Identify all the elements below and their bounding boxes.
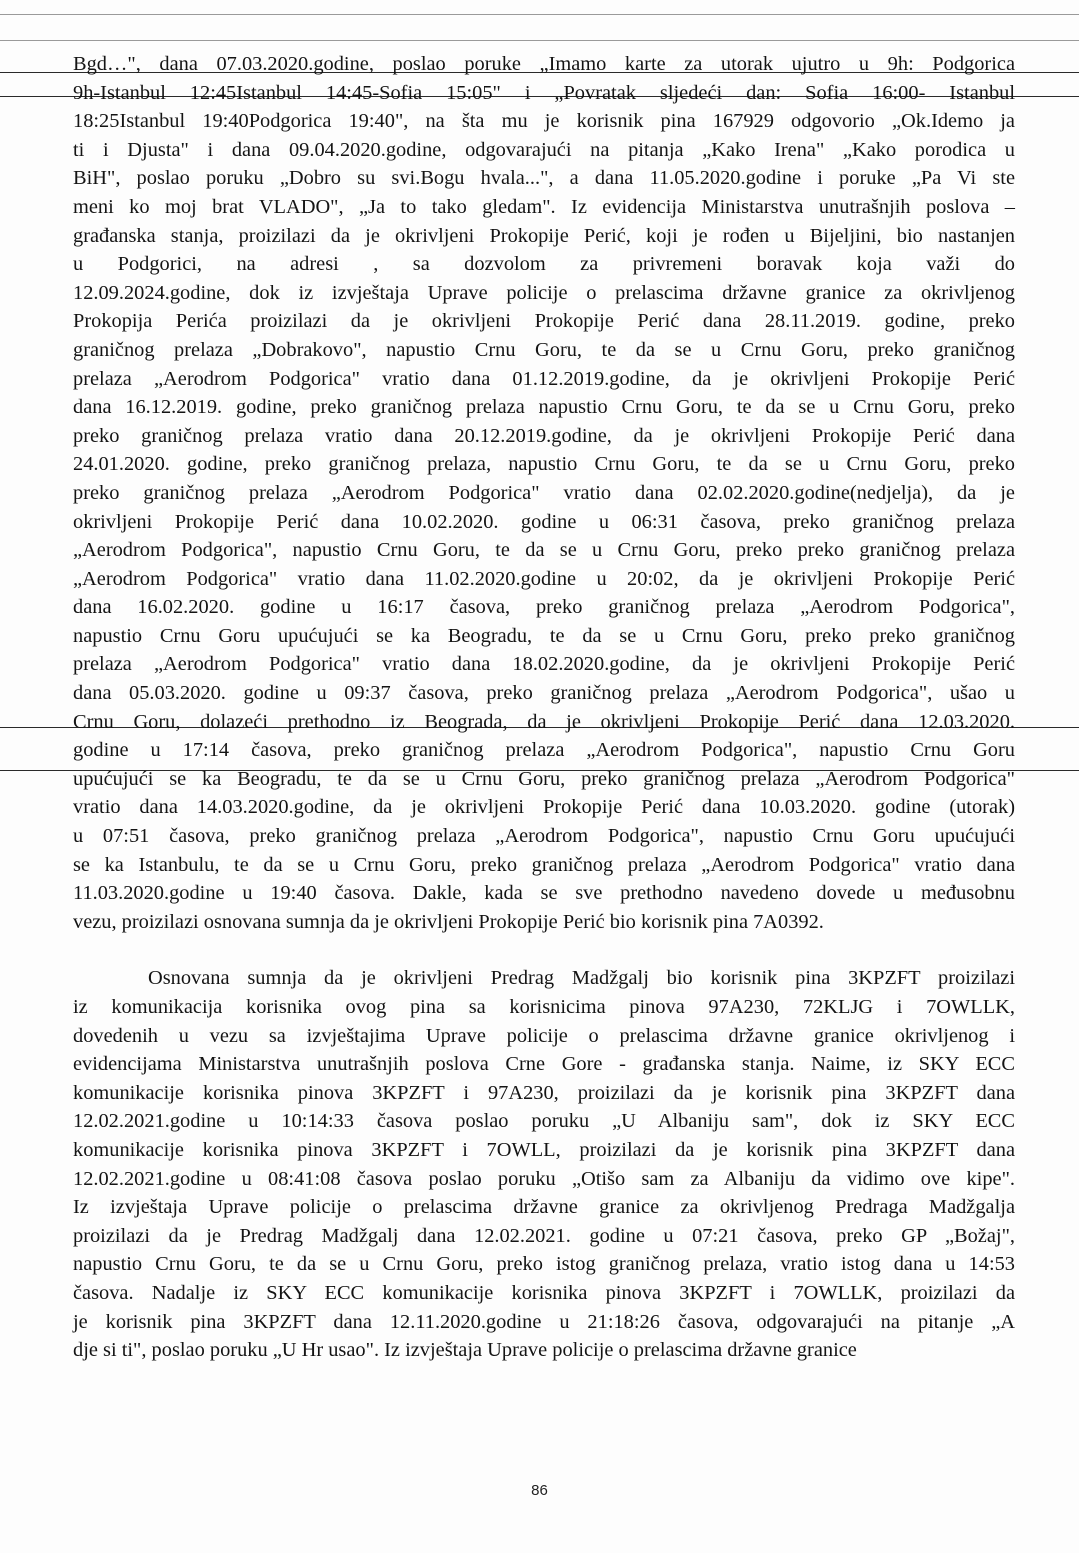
scan-artifact-line: [0, 14, 1079, 15]
text-line: Iz izvještaja Uprave policije o prelascima državne granice za okrivljenog Predraga Madžgalja: [73, 1196, 1015, 1219]
text-line: proizilazi da je Predrag Madžgalj dana 12.02.2021. godine u 07:21 časova, preko GP „Božaj",: [73, 1224, 1015, 1247]
text-line: preko graničnog prelaza „Aerodrom Podgorica" vratio dana 02.02.2020.godine(nedjelja), da je: [73, 481, 1015, 504]
text-line: prelaza „Aerodrom Podgorica" vratio dana 01.12.2019.godine, da je okrivljeni Prokopije Perić: [73, 367, 1015, 390]
text-line: prelaza „Aerodrom Podgorica" vratio dana 18.02.2020.godine, da je okrivljeni Prokopije Perić: [73, 653, 1015, 676]
text-line: napustio Crnu Goru upućujući se ka Beogradu, te da se u Crnu Goru, preko preko graničnog: [73, 624, 1015, 647]
text-line: komunikacije korisnika pinova 3KPZFT i 97A230, proizilazi da je korisnik pina 3KPZFT dana: [73, 1081, 1015, 1104]
text-line: vratio dana 14.03.2020.godine, da je okrivljeni Prokopije Perić dana 10.03.2020. godine (utorak): [73, 796, 1015, 819]
text-line: dje si ti", poslao poruku „U Hr usao". Iz izvještaja Uprave policije o prelascima državne granice: [73, 1339, 857, 1362]
text-line: vezu, proizilazi osnovana sumnja da je okrivljeni Prokopije Perić bio korisnik pina 7A0392.: [73, 910, 824, 933]
text-line: u Podgorici, na adresi , sa dozvolom za privremeni boravak koja važi do: [73, 253, 1015, 276]
text-line: evidencijama Ministarstva unutrašnjih poslova Crne Gore - građanska stanja. Naime, iz SKY ECC: [73, 1053, 1015, 1076]
text-line: Bgd…", dana 07.03.2020.godine, poslao poruke „Imamo karte za utorak ujutro u 9h: Podgorica: [73, 53, 1015, 75]
text-line: komunikacije korisnika pinova 3KPZFT i 7OWLL, proizilazi da je korisnik pina 3KPZFT dana: [73, 1138, 1015, 1161]
text-line: građanska stanja, proizilazi da je okrivljeni Prokopije Perić, koji je rođen u Bijeljini, bio nastanjen: [73, 224, 1015, 247]
scan-artifact-line: [0, 40, 1079, 41]
text-line: „Aerodrom Podgorica" vratio dana 11.02.2020.godine u 20:02, da je okrivljeni Prokopije Perić: [73, 567, 1015, 590]
text-line: dana 16.02.2020. godine u 16:17 časova, preko graničnog prelaza „Aerodrom Podgorica",: [73, 596, 1015, 619]
text-line: iz komunikacija korisnika ovog pina sa korisnicima pinova 97A230, 72KLJG i 7OWLLK,: [73, 996, 1015, 1018]
text-line: BiH", poslao poruku „Dobro su svi.Bogu hvala...", a dana 11.05.2020.godine i poruke „Pa Vi ste: [73, 167, 1015, 190]
text-line: upućujući se ka Beogradu, te da se u Crnu Goru, preko graničnog prelaza „Aerodrom Podgorica": [73, 767, 1015, 790]
text-line: „Aerodrom Podgorica", napustio Crnu Goru, te da se u Crnu Goru, preko preko graničnog prelaza: [73, 539, 1015, 562]
text-line: 11.03.2020.godine u 19:40 časova. Dakle, kada se sve prethodno navedeno dovede u međusobnu: [73, 882, 1015, 905]
text-line: 12.02.2021.godine u 10:14:33 časova poslao poruku „U Albaniju sam", dok iz SKY ECC: [73, 1110, 1015, 1133]
text-line: časova. Nadalje iz SKY ECC komunikacije korisnika pinova 3KPZFT i 7OWLLK, proizilazi da: [73, 1281, 1015, 1304]
paragraph-1: [73, 50, 1015, 936]
text-line: 12.02.2021.godine u 08:41:08 časova poslao poruku „Otišo sam za Albaniju da vidimo ove kipe".: [73, 1167, 1015, 1190]
text-line: se ka Istanbulu, te da se u Crnu Goru, preko graničnog prelaza „Aerodrom Podgorica" vratio dana: [73, 853, 1015, 876]
text-line: u 07:51 časova, preko graničnog prelaza „Aerodrom Podgorica", napustio Crnu Goru upućujući: [73, 825, 1015, 848]
page-number: 86: [531, 1482, 548, 1499]
text-line: je korisnik pina 3KPZFT dana 12.11.2020.godine u 21:18:26 časova, odgovarajući na pitanje „A: [73, 1310, 1015, 1333]
text-line: dana 05.03.2020. godine u 09:37 časova, preko graničnog prelaza „Aerodrom Podgorica", ušao u: [73, 682, 1015, 705]
text-line: Prokopija Perića proizilazi da je okrivljeni Prokopije Perić dana 28.11.2019. godine, preko: [73, 310, 1015, 333]
text-line: meni ko moj brat VLADO", „Ja to tako gledam". Iz evidencija Ministarstva unutrašnjih poslova –: [73, 195, 1015, 218]
text-line: 24.01.2020. godine, preko graničnog prelaza, napustio Crnu Goru, te da se u Crnu Goru, preko: [73, 453, 1015, 476]
body-text: [73, 50, 1015, 1365]
paragraph-2: [73, 964, 1015, 1364]
text-line: dovedenih u vezu sa izvještajima Uprave policije o prelascima državne granice okrivljenog i: [73, 1024, 1015, 1047]
text-line: okrivljeni Prokopije Perić dana 10.02.2020. godine u 06:31 časova, preko graničnog prelaza: [73, 510, 1015, 533]
text-line: 18:25Istanbul 19:40Podgorica 19:40", na šta mu je korisnik pina 167929 odgovorio „Ok.Idemo ja: [73, 110, 1015, 133]
text-line: Crnu Goru, dolazeći prethodno iz Beograda, da je okrivljeni Prokopije Perić dana 12.03.2020.: [73, 710, 1015, 733]
text-line: ti i Djusta" i dana 09.04.2020.godine, odgovarajući na pitanja „Kako Irena" „Kako porodica u: [73, 138, 1015, 161]
text-line: preko graničnog prelaza vratio dana 20.12.2019.godine, da je okrivljeni Prokopije Perić dana: [73, 424, 1015, 447]
text-line: godine u 17:14 časova, preko graničnog prelaza „Aerodrom Podgorica", napustio Crnu Goru: [73, 739, 1015, 762]
text-line: graničnog prelaza „Dobrakovo", napustio Crnu Goru, te da se u Crnu Goru, preko graničnog: [73, 338, 1015, 361]
text-line: 12.09.2024.godine, dok iz izvještaja Uprave policije o prelascima državne granice za okrivljenog: [73, 281, 1015, 304]
paragraph-gap: [73, 936, 1015, 964]
text-line: Osnovana sumnja da je okrivljeni Predrag Madžgalj bio korisnik pina 3KPZFT proizilazi: [148, 967, 1015, 990]
text-line: dana 16.12.2019. godine, preko graničnog prelaza napustio Crnu Goru, te da se u Crnu Goru, preko: [73, 396, 1015, 419]
text-line: napustio Crnu Goru, te da se u Crnu Goru, preko istog graničnog prelaza, vratio istog dana u 14:53: [73, 1253, 1015, 1276]
text-line: 9h-Istanbul 12:45Istanbul 14:45-Sofia 15:05" i „Povratak sljedeći dan: Sofia 16:00- Istanbul: [73, 81, 1015, 104]
